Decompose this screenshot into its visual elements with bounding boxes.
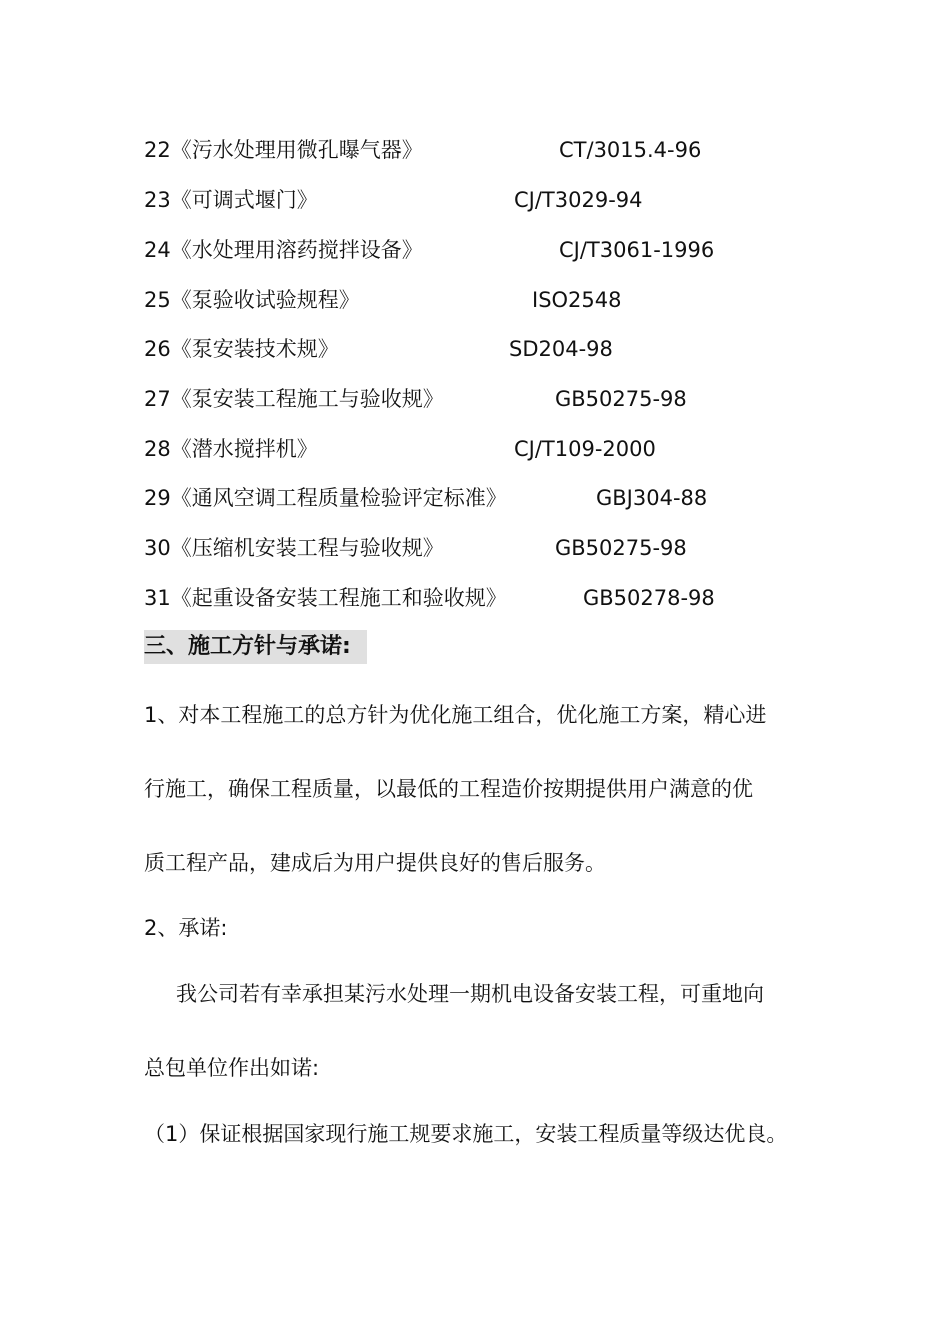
standard-item-27: 27《泵安装工程施工与验收规》 (144, 387, 444, 411)
paragraph-line: 总包单位作出如诺: (144, 1056, 320, 1080)
standard-item-23: 23《可调式堰门》 (144, 188, 318, 212)
paragraph-line: 我公司若有幸承担某污水处理一期机电设备安装工程，可重地向 (176, 982, 764, 1006)
standard-code-31: GB50278-98 (583, 586, 715, 610)
standard-item-25: 25《泵验收试验规程》 (144, 288, 360, 312)
standard-code-22: CT/3015.4-96 (559, 138, 702, 162)
paragraph-line: 行施工，确保工程质量，以最低的工程造价按期提供用户满意的优 (144, 777, 753, 801)
standard-item-24: 24《水处理用溶药搅拌设备》 (144, 238, 423, 262)
section-heading: 三、施工方针与承诺: (144, 630, 367, 664)
standard-code-30: GB50275-98 (555, 536, 687, 560)
paragraph-line: 质工程产品，建成后为用户提供良好的售后服务。 (144, 851, 606, 875)
standard-code-23: CJ/T3029-94 (514, 188, 643, 212)
standard-item-31: 31《起重设备安装工程施工和验收规》 (144, 586, 507, 610)
standard-code-24: CJ/T3061-1996 (559, 238, 715, 262)
standard-code-27: GB50275-98 (555, 387, 687, 411)
standard-code-25: ISO2548 (532, 288, 622, 312)
clause-line: （1）保证根据国家现行施工规要求施工，安装工程质量等级达优良。 (144, 1122, 788, 1146)
standard-code-26: SD204-98 (509, 337, 613, 361)
standard-item-22: 22《污水处理用微孔曝气器》 (144, 138, 423, 162)
standard-code-28: CJ/T109-2000 (514, 437, 656, 461)
item-title: 2、承诺: (144, 916, 228, 940)
standard-item-29: 29《通风空调工程质量检验评定标准》 (144, 486, 507, 510)
standard-item-28: 28《潜水搅拌机》 (144, 437, 318, 461)
standard-item-30: 30《压缩机安装工程与验收规》 (144, 536, 444, 560)
paragraph-line: 1、对本工程施工的总方针为优化施工组合，优化施工方案，精心进 (144, 703, 767, 727)
standard-code-29: GBJ304-88 (596, 486, 708, 510)
standard-item-26: 26《泵安装技术规》 (144, 337, 339, 361)
